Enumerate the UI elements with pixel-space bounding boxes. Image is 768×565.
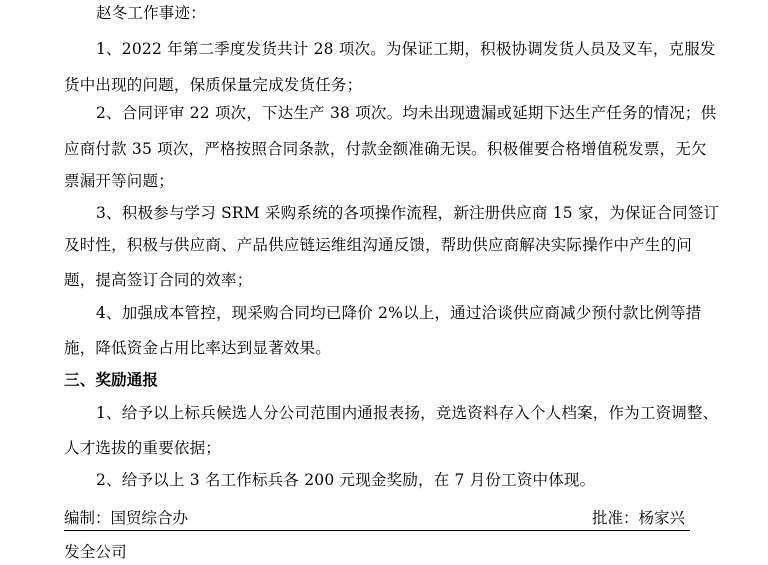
- approver-label: 批准：杨家兴: [592, 509, 686, 527]
- paragraph-1-line-2: 货中出现的问题，保质保量完成发货任务；: [64, 76, 363, 94]
- section-3-heading: 三、奖励通报: [64, 371, 159, 389]
- reward-1-line-2: 人才选拔的重要依据；: [64, 439, 222, 457]
- signature-row: [64, 506, 690, 531]
- paragraph-3-line-1: 3、积极参与学习 SRM 采购系统的各项操作流程，新注册供应商 15 家，为保证合同签订: [96, 204, 720, 222]
- paragraph-2-line-1: 2、合同评审 22 项次，下达生产 38 项次。均未出现遗漏或延期下达生产任务的情况；供: [96, 104, 717, 122]
- paragraph-3-line-2: 及时性，积极与供应商、产品供应链运维组沟通反馈，帮助供应商解决实际操作中产生的问: [64, 236, 693, 254]
- distribution-note: 发全公司: [64, 543, 127, 561]
- paragraph-2-line-3: 票漏开等问题；: [64, 172, 174, 190]
- reward-2-line-1: 2、给予以上 3 名工作标兵各 200 元现金奖励，在 7 月份工资中体现。: [96, 471, 596, 489]
- paragraph-4-line-2: 施，降低资金占用比率达到显著效果。: [64, 339, 331, 357]
- editor-label: 编制：国贸综合办: [64, 509, 189, 527]
- paragraph-4-line-1: 4、加强成本管控，现采购合同均已降价 2%以上，通过洽谈供应商减少预付款比例等措: [96, 304, 702, 322]
- paragraph-3-line-3: 题，提高签订合同的效率；: [64, 271, 253, 289]
- person-heading: 赵冬工作事迹：: [96, 4, 206, 22]
- paragraph-1-line-1: 1、2022 年第二季度发货共计 28 项次。为保证工期，积极协调发货人员及叉车，克服发: [96, 40, 716, 58]
- reward-1-line-1: 1、给予以上标兵候选人分公司范围内通报表扬，竞选资料存入个人档案，作为工资调整、: [96, 404, 719, 422]
- paragraph-2-line-2: 应商付款 35 项次，严格按照合同条款，付款金额准确无误。积极催要合格增值税发票，无欠: [64, 140, 707, 158]
